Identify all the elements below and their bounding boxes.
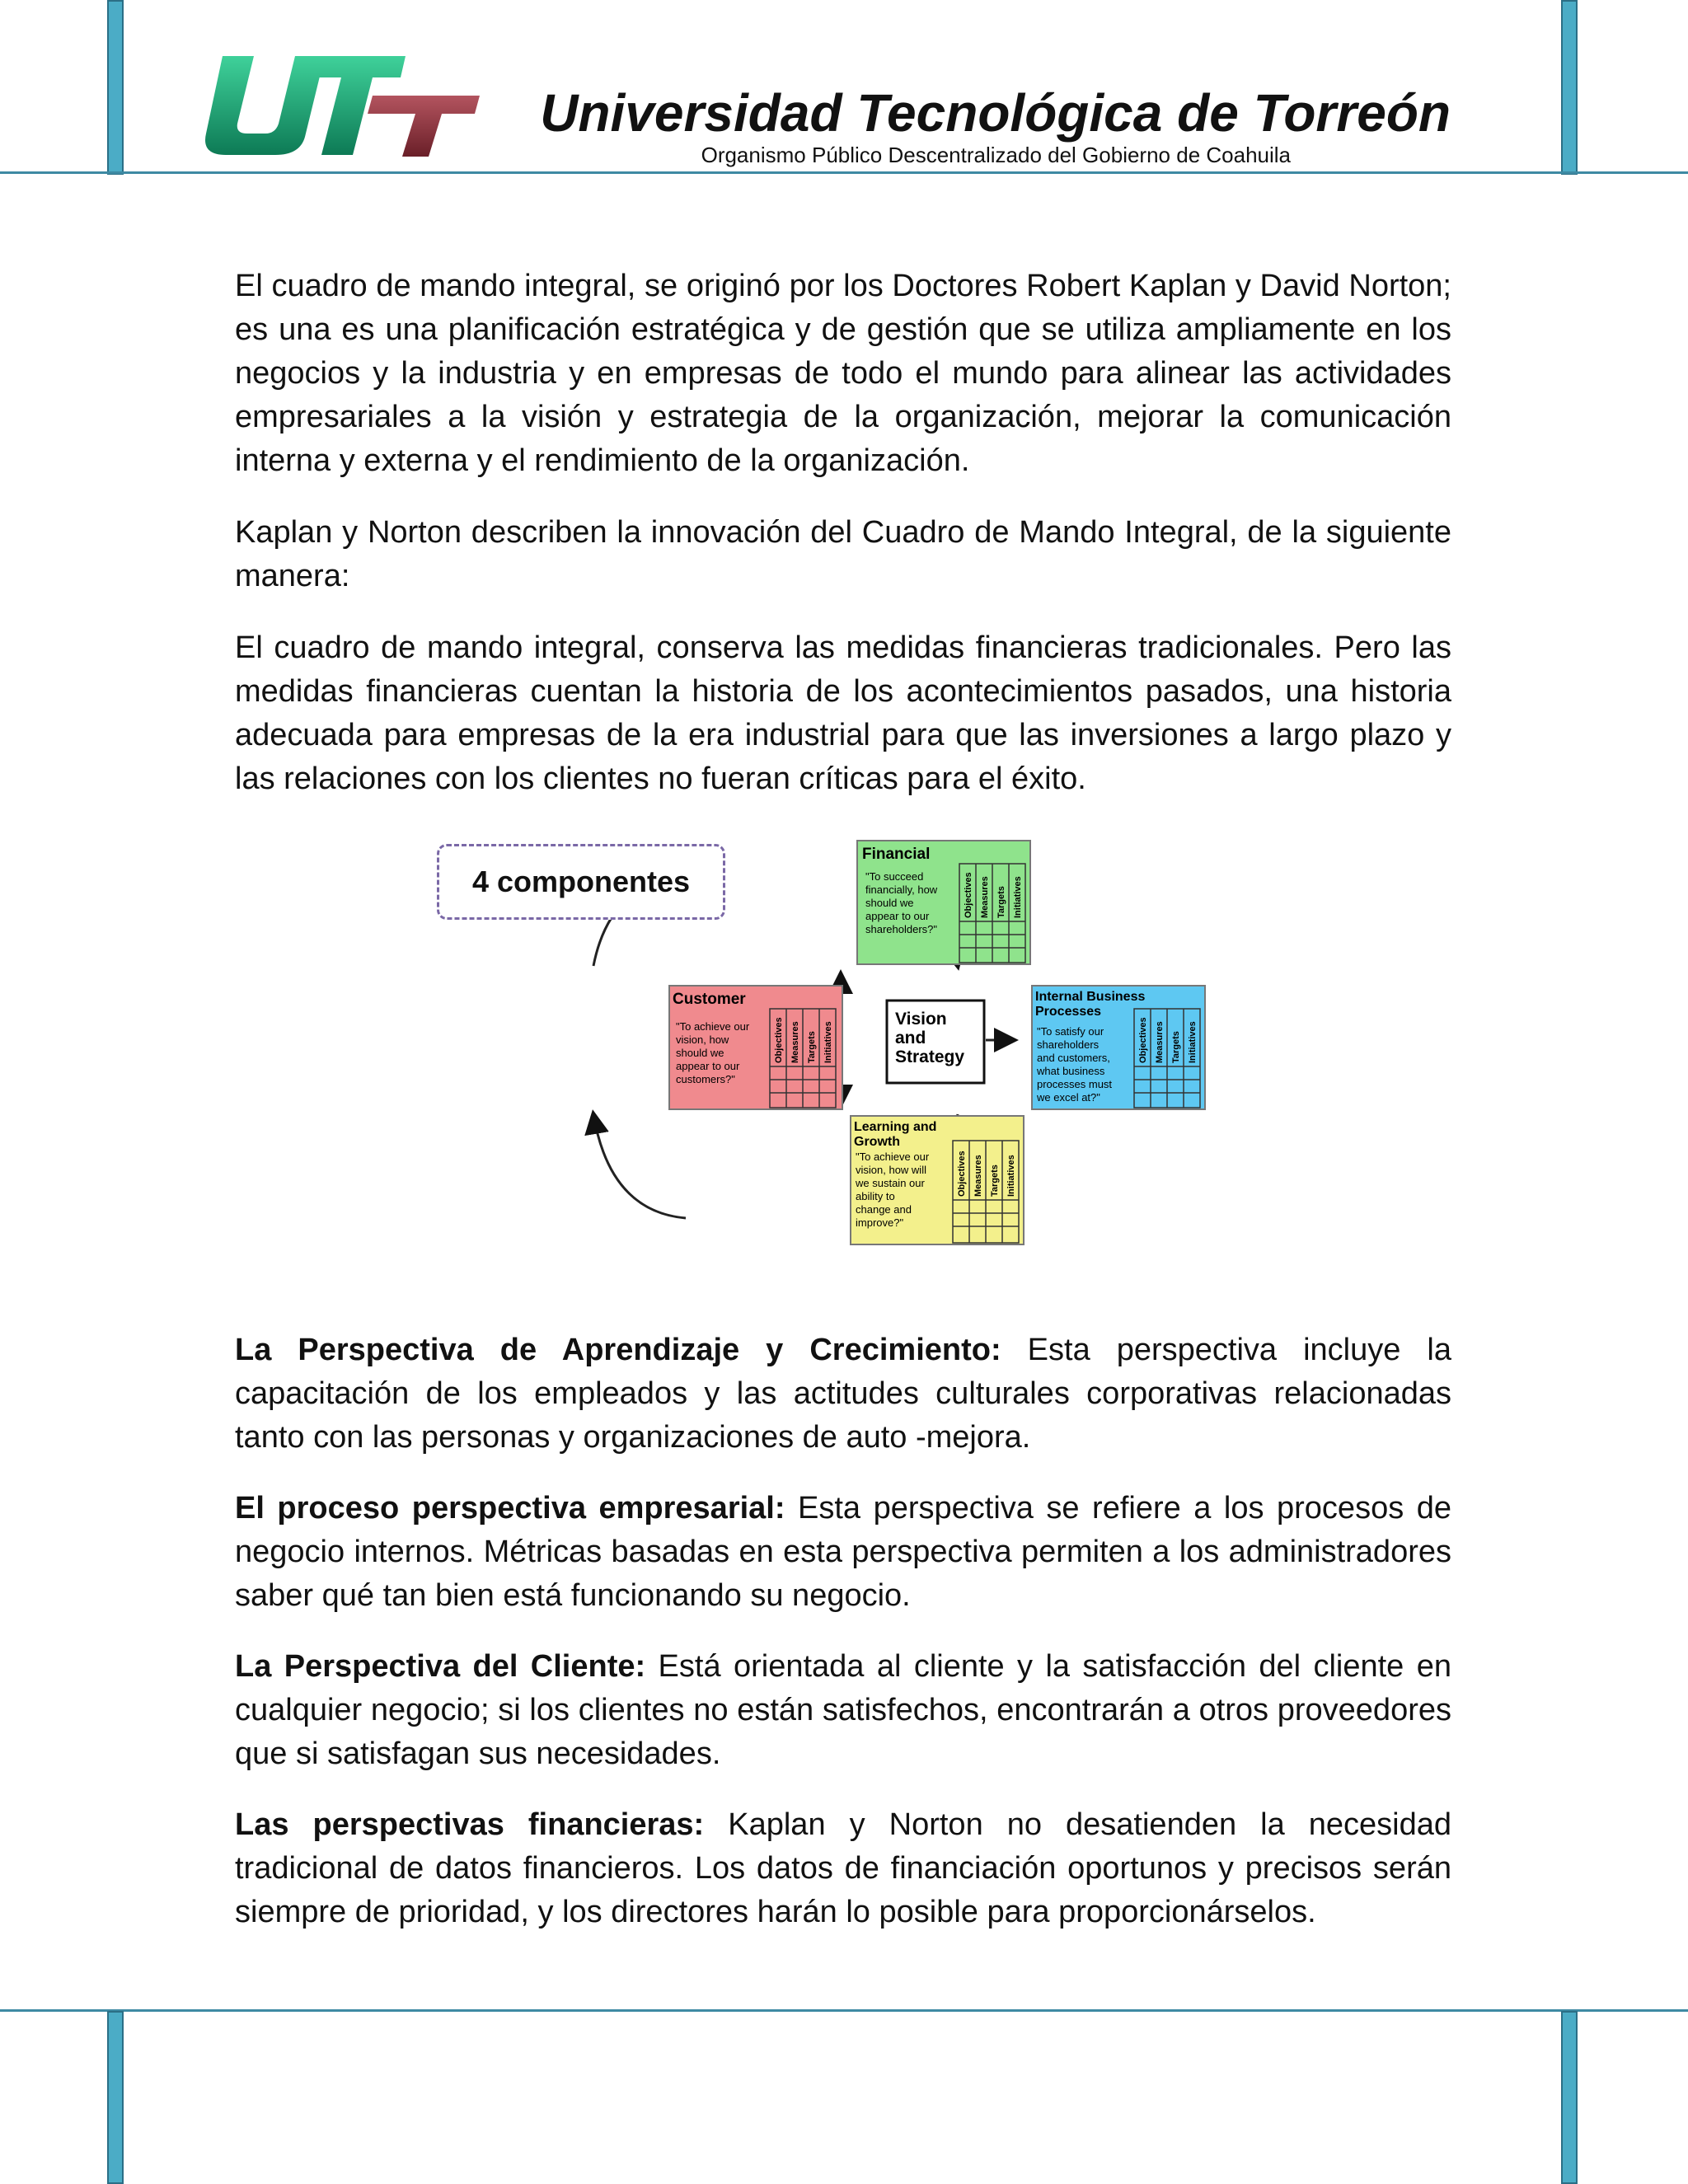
- paragraph-financial-measures: El cuadro de mando integral, conserva las medidas financieras tradicionales. Pero las medidas financieras cuentan la historia de los acontecimientos pasados, una historia adecuada para empresas de la era industrial para que las inversiones a largo plazo y las relaciones con los clientes no fueran críticas para el éxito.: [235, 630, 1451, 796]
- svg-text:Processes: Processes: [1035, 1005, 1102, 1019]
- svg-text:what business: what business: [1037, 1065, 1105, 1077]
- section-heading: El proceso perspectiva empresarial:: [235, 1491, 785, 1526]
- svg-text:appear to our: appear to our: [676, 1060, 740, 1072]
- customer-box: [669, 986, 842, 1109]
- svg-text:should we: should we: [676, 1047, 724, 1059]
- svg-text:"To achieve our: "To achieve our: [856, 1151, 930, 1163]
- svg-text:Targets: Targets: [996, 886, 1006, 918]
- svg-text:Initiatives: Initiatives: [823, 1021, 833, 1063]
- svg-text:Initiatives: Initiatives: [1188, 1021, 1198, 1063]
- header-rule: [0, 171, 1688, 174]
- svg-text:improve?": improve?": [856, 1216, 904, 1229]
- section-financieras: [235, 1803, 1451, 1934]
- section-text: Esta perspectiva se refiere a los procesos de negocio internos. Métricas basadas en esta perspectiva permiten a los administradores saber qué tan bien está funcionando su negocio.: [235, 1491, 1451, 1613]
- svg-text:vision, how: vision, how: [676, 1033, 729, 1046]
- svg-text:ability to: ability to: [856, 1190, 895, 1202]
- svg-text:"To succeed: "To succeed: [865, 870, 924, 883]
- svg-text:Targets: Targets: [807, 1031, 817, 1063]
- svg-text:shareholders: shareholders: [1037, 1038, 1100, 1051]
- svg-text:financially, how: financially, how: [865, 883, 938, 896]
- svg-text:shareholders?": shareholders?": [865, 923, 938, 935]
- frame-bar-top-right: [1561, 0, 1578, 175]
- center-line-2: and: [895, 1029, 926, 1047]
- frame-bar-top-left: [107, 0, 124, 175]
- svg-text:"To satisfy our: "To satisfy our: [1037, 1025, 1104, 1038]
- svg-text:Objectives: Objectives: [1138, 1017, 1148, 1063]
- paragraph-intro: El cuadro de mando integral, se originó por los Doctores Robert Kaplan y David Norton; es una es una planificación estratégica y de gestión que se utiliza ampliamente en los negocios y la industria y en empresas de todo el mundo para alinear las actividades empresariales a la visión y estrategia de la organización, mejorar la comunicación interna y externa y el rendimiento de la organización.: [235, 269, 1451, 478]
- section-text: Está orientada al cliente y la satisfacción del cliente en cualquier negocio; si los clientes no están satisfechos, encontrarán a otros proveedores que si satisfagan sus necesidades.: [235, 1649, 1451, 1771]
- svg-text:Measures: Measures: [790, 1021, 800, 1063]
- frame-bar-bottom-right: [1561, 2011, 1578, 2184]
- svg-text:should we: should we: [865, 897, 914, 909]
- svg-text:Financial: Financial: [862, 846, 931, 863]
- center-line-3: Strategy: [895, 1047, 965, 1066]
- section-heading: Las perspectivas financieras:: [235, 1807, 705, 1842]
- svg-text:Measures: Measures: [980, 876, 990, 918]
- university-subtitle: Organismo Público Descentralizado del Gobierno de Coahuila: [701, 143, 1291, 167]
- section-heading: La Perspectiva del Cliente:: [235, 1649, 646, 1684]
- svg-text:Objectives: Objectives: [957, 1151, 967, 1197]
- utt-logo: [190, 48, 486, 163]
- paragraph-kaplan-norton: Kaplan y Norton describen la innovación del Cuadro de Mando Integral, de la siguiente manera:: [235, 515, 1451, 593]
- section-text: Kaplan y Norton no desatienden la necesidad tradicional de datos financieros. Los datos de financiación oportunos y precisos serán siempre de prioridad, y los directores harán lo posible para proporcionárselos.: [235, 1807, 1451, 1929]
- section-cliente: [235, 1645, 1451, 1776]
- svg-text:Learning and: Learning and: [854, 1120, 937, 1134]
- svg-text:Objectives: Objectives: [964, 872, 973, 918]
- callout-4-componentes: 4 componentes: [437, 844, 725, 920]
- svg-text:appear to our: appear to our: [865, 910, 930, 922]
- svg-text:Customer: Customer: [673, 991, 746, 1008]
- svg-text:vision, how will: vision, how will: [856, 1164, 926, 1176]
- svg-text:Internal Business: Internal Business: [1035, 990, 1146, 1004]
- internal-processes-box: [1032, 986, 1205, 1109]
- svg-text:Initiatives: Initiatives: [1013, 876, 1023, 918]
- svg-text:"To achieve our: "To achieve our: [676, 1020, 750, 1033]
- svg-text:customers?": customers?": [676, 1073, 735, 1085]
- svg-text:Targets: Targets: [990, 1165, 1000, 1197]
- svg-text:processes must: processes must: [1037, 1078, 1113, 1090]
- svg-text:and customers,: and customers,: [1037, 1052, 1110, 1064]
- section-proceso-empresarial: [235, 1487, 1451, 1618]
- financial-box: [857, 841, 1030, 964]
- svg-text:Objectives: Objectives: [774, 1017, 784, 1063]
- svg-text:Targets: Targets: [1171, 1031, 1181, 1063]
- frame-bar-bottom-left: [107, 2011, 124, 2184]
- section-aprendizaje: [235, 1329, 1451, 1460]
- learning-growth-box: [851, 1116, 1024, 1244]
- svg-text:change and: change and: [856, 1203, 912, 1216]
- svg-text:Growth: Growth: [854, 1135, 900, 1149]
- section-text: Esta perspectiva incluye la capacitación de los empleados y las actitudes culturales corporativas relacionadas tanto con las personas y organizaciones de auto -mejora.: [235, 1333, 1452, 1455]
- university-title: Universidad Tecnológica de Torreón: [540, 83, 1451, 143]
- footer-rule: [0, 2009, 1688, 2012]
- svg-text:Measures: Measures: [1155, 1021, 1165, 1063]
- center-line-1: Vision: [895, 1010, 947, 1029]
- svg-text:we sustain our: we sustain our: [856, 1177, 925, 1189]
- svg-text:Initiatives: Initiatives: [1006, 1155, 1016, 1197]
- arrow-learning-customer: [593, 1114, 686, 1218]
- section-heading: La Perspectiva de Aprendizaje y Crecimiento:: [235, 1333, 1001, 1367]
- svg-text:Measures: Measures: [973, 1155, 983, 1197]
- svg-text:we excel at?": we excel at?": [1037, 1091, 1100, 1104]
